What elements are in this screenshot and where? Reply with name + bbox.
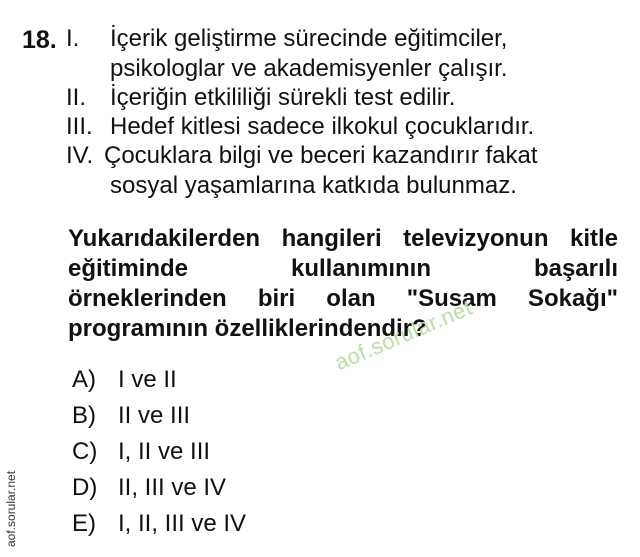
option-letter: E)	[72, 510, 96, 537]
question-line: örneklerinden biri olan "Susam Sokağı"	[68, 285, 618, 312]
statement-roman: III.	[66, 113, 93, 140]
answer-options	[72, 362, 246, 542]
question-line: Yukarıdakilerden hangileri televizyonun kitle	[68, 225, 618, 252]
statement-line: İçeriğin etkililiği sürekli test edilir.	[110, 84, 456, 111]
option-d[interactable]	[72, 470, 246, 506]
statement-line: Çocuklara bilgi ve beceri kazandırır fakat	[104, 142, 538, 169]
option-letter: D)	[72, 474, 98, 501]
watermark-center: aof.sorular.net	[330, 294, 476, 376]
statement-line: sosyal yaşamlarına katkıda bulunmaz.	[110, 172, 517, 199]
option-letter: C)	[72, 438, 98, 465]
statement-iii	[66, 112, 534, 142]
statement-line: İçerik geliştirme sürecinde eğitimciler,	[110, 25, 508, 52]
option-text: I, II ve III	[118, 438, 211, 465]
option-b[interactable]	[72, 398, 246, 434]
question-number: 18.	[22, 26, 57, 54]
statement-i	[66, 24, 508, 84]
statement-roman: II.	[66, 84, 87, 111]
question-line: eğitiminde kullanımının başarılı	[68, 255, 618, 282]
question-text	[68, 224, 618, 344]
statement-roman: I.	[66, 25, 80, 52]
statement-ii	[66, 83, 455, 113]
statement-line: psikologlar ve akademisyenler çalışır.	[110, 55, 508, 82]
option-text: I ve II	[118, 366, 177, 393]
option-letter: A)	[72, 366, 96, 393]
option-text: I, II, III ve IV	[118, 510, 247, 537]
option-e[interactable]	[72, 506, 246, 542]
watermark-side: aof.sorular.net	[4, 470, 18, 547]
question-line: programının özelliklerindendir?	[68, 315, 427, 342]
option-letter: B)	[72, 402, 96, 429]
statement-roman: IV.	[66, 142, 94, 169]
option-c[interactable]	[72, 434, 246, 470]
statement-line: Hedef kitlesi sadece ilkokul çocuklarıdır.	[110, 113, 535, 140]
option-a[interactable]	[72, 362, 246, 398]
option-text: II, III ve IV	[118, 474, 227, 501]
option-text: II ve III	[118, 402, 191, 429]
statement-iv	[66, 141, 538, 201]
